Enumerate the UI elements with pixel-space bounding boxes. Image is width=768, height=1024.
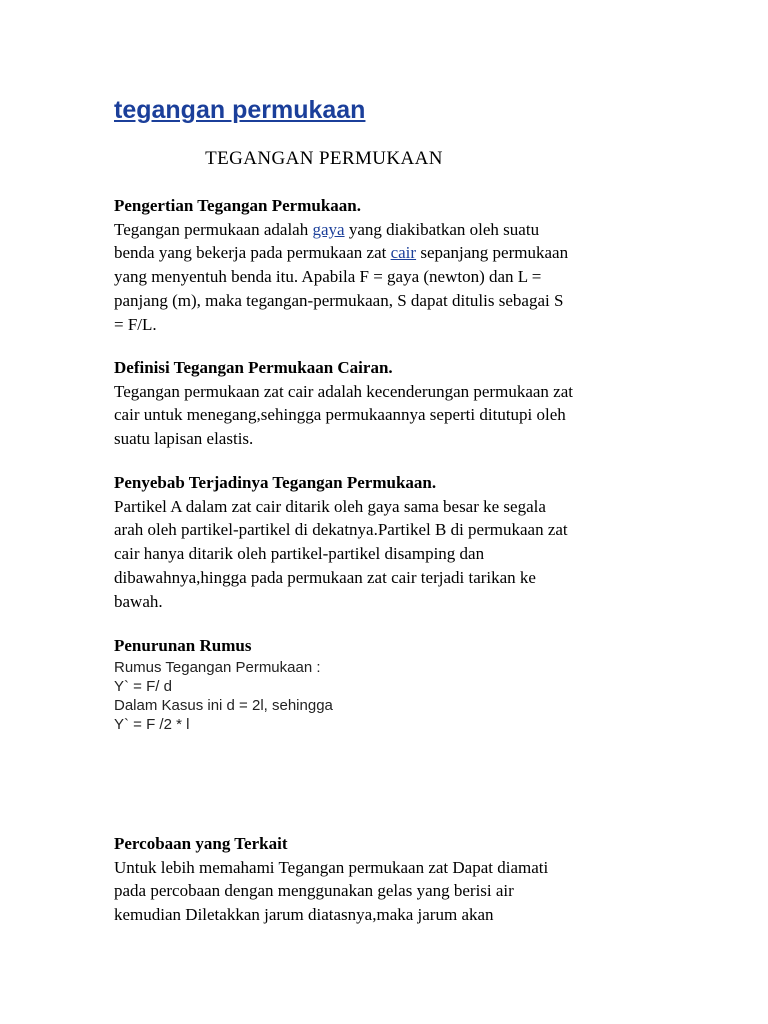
body-line: Tegangan permukaan zat cair adalah kecenderungan permukaan zat [114,381,573,401]
body-line: = F/L. [114,314,157,334]
section-definisi [114,356,674,451]
section-body [114,380,674,451]
body-line: bawah. [114,591,163,611]
text-run: Tegangan permukaan adalah [114,219,313,239]
section-heading: Percobaan yang Terkait [114,834,288,853]
section-heading: Penurunan Rumus [114,636,252,655]
section-penurunan-rumus [114,634,674,734]
formula-line: Y` = F /2 * l [114,715,190,733]
document-heading: TEGANGAN PERMUKAAN [205,148,443,169]
section-heading: Pengertian Tegangan Permukaan. [114,196,361,215]
body-line: arah oleh partikel-partikel di dekatnya.Partikel B di permukaan zat [114,520,568,540]
text-run: benda yang bekerja pada permukaan zat [114,243,391,263]
formula-line: Rumus Tegangan Permukaan : [114,658,321,676]
body-line: pada percobaan dengan menggunakan gelas yang berisi air [114,881,514,901]
body-line: Partikel A dalam zat cair ditarik oleh gaya sama besar ke segala [114,496,546,516]
section-penyebab [114,471,674,613]
body-line: cair hanya ditarik oleh partikel-partikel disamping dan [114,544,485,564]
text-run: sepanjang permukaan [416,243,569,263]
gaya-link[interactable]: gaya [312,219,345,239]
post-title-link[interactable]: tegangan permukaan [114,96,366,124]
section-body [114,495,674,614]
cair-link[interactable]: cair [390,243,417,263]
formula-line: Y` = F/ d [114,677,172,695]
body-line [114,241,674,265]
section-heading: Penyebab Terjadinya Tegangan Permukaan. [114,473,437,492]
body-line: Untuk lebih memahami Tegangan permukaan zat Dapat diamati [114,857,549,877]
body-line: yang menyentuh benda itu. Apabila F = gaya (newton) dan L = [114,267,542,287]
body-line: panjang (m), maka tegangan-permukaan, S dapat ditulis sebagai S [114,290,564,310]
body-line: cair untuk menegang,sehingga permukaannya seperti ditutupi oleh [114,405,566,425]
section-heading: Definisi Tegangan Permukaan Cairan. [114,358,393,377]
formula-line: Dalam Kasus ini d = 2l, sehingga [114,696,333,714]
formula-block [114,658,674,734]
section-pengertian [114,194,674,336]
body-line: suatu lapisan elastis. [114,429,254,449]
body-line [114,218,674,242]
section-body [114,856,674,927]
text-run: yang diakibatkan oleh suatu [344,219,540,239]
section-body [114,218,674,337]
body-line: kemudian Diletakkan jarum diatasnya,maka jarum akan [114,905,494,925]
section-percobaan [114,832,674,927]
body-line: dibawahnya,hingga pada permukaan zat cair terjadi tarikan ke [114,567,536,587]
